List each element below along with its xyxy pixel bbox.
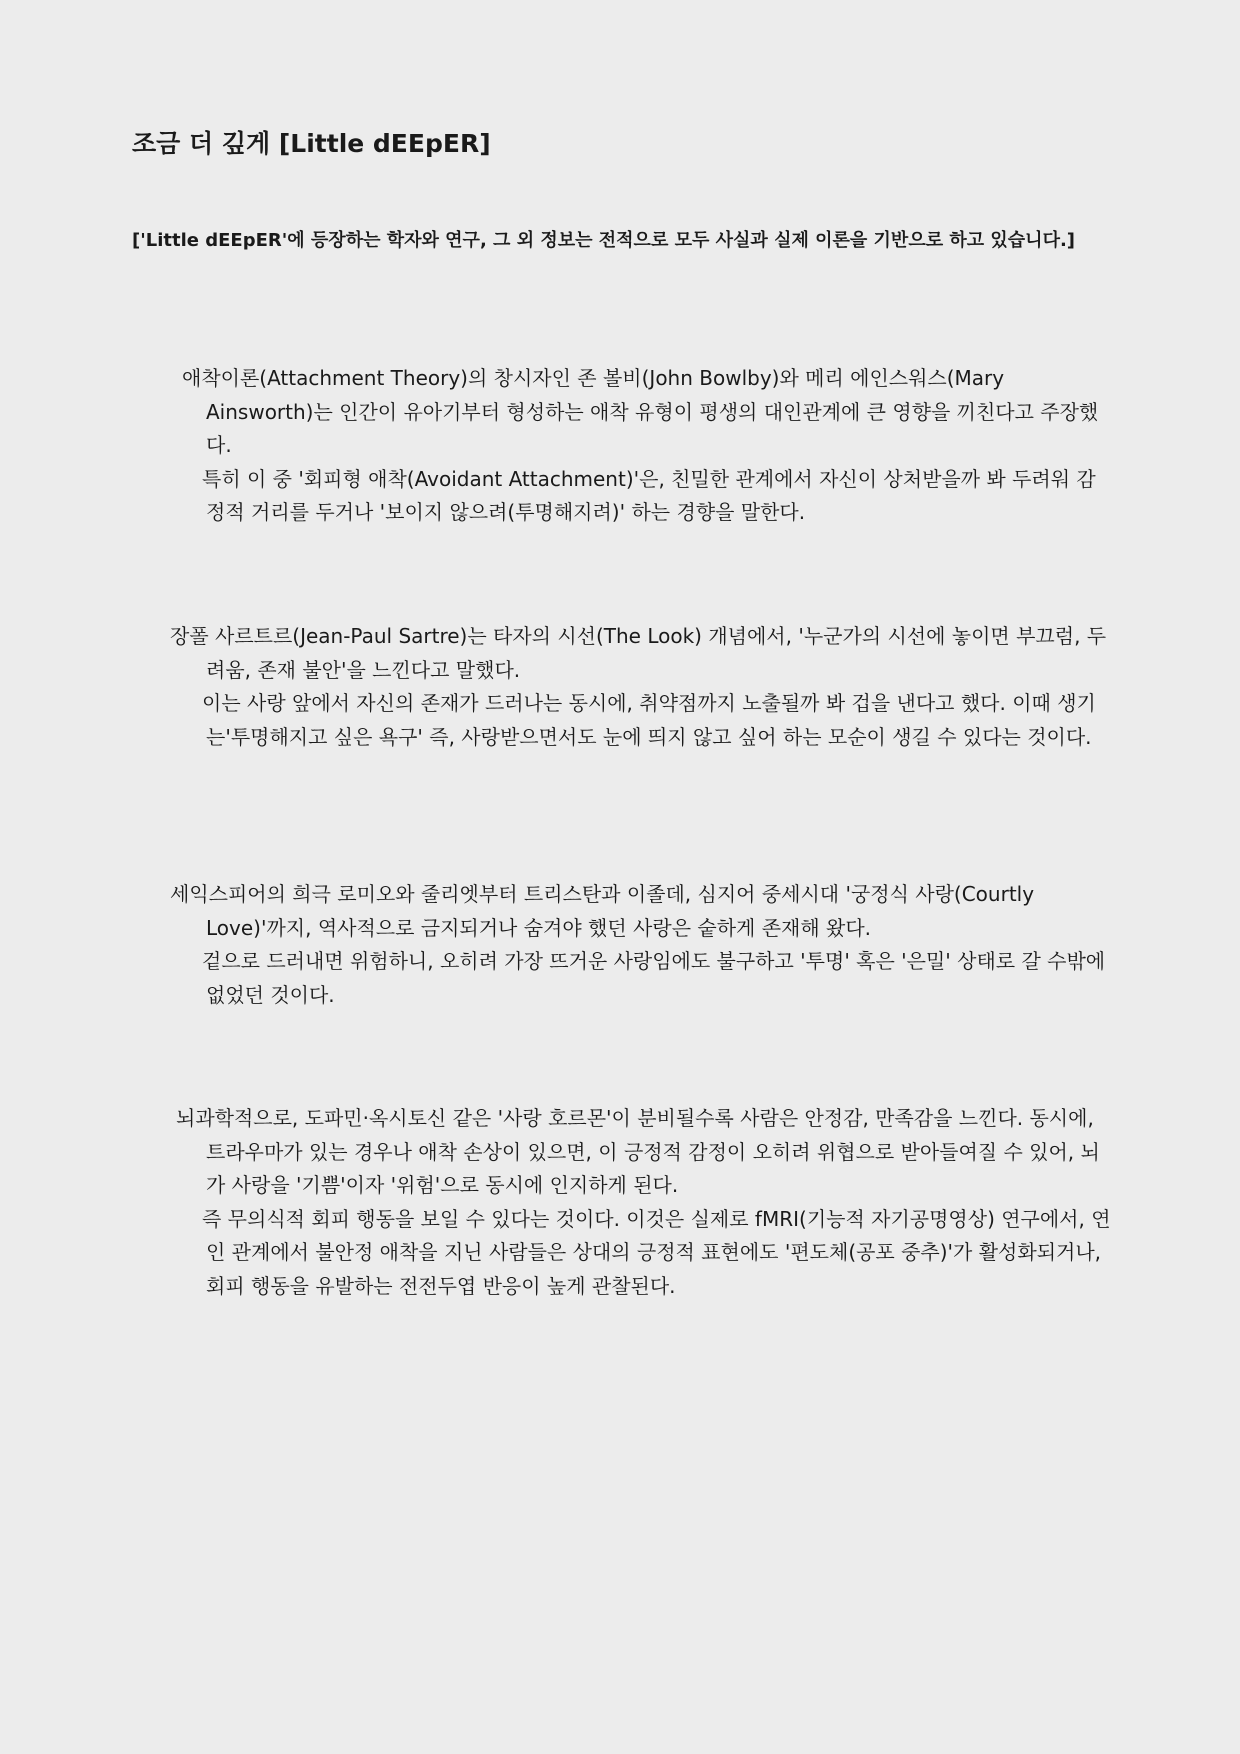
paragraph: 특히 이 중 '회피형 애착(Avoidant Attachment)'은, 친밀한 관계에서 자신이 상처받을까 봐 두려워 감정적 거리를 두거나 '보이지 않으려(투명해지려)' 하는 경향을 말한다. [202,466,1096,524]
paragraph: 즉 무의식적 회피 행동을 보일 수 있다는 것이다. 이것은 실제로 fMRI(기능적 자기공명영상) 연구에서, 연인 관계에서 불안정 애착을 지닌 사람들은 상대의 긍정적 표현에도 '편도체(공포 중추)'가 활성화되거나, 회피 행동을 유발하는 전전두엽 반응이 높게 관찰된다. [202,1206,1111,1298]
paragraph: 장폴 사르트르(Jean-Paul Sartre)는 타자의 시선(The Look) 개념에서, '누군가의 시선에 놓이면 부끄럼, 두려움, 존재 불안'을 느낀다고 말했다. [170,624,1107,682]
paragraph: 애착이론(Attachment Theory)의 창시자인 존 볼비(John Bowlby)와 메리 에인스워스(Mary Ainsworth)는 인간이 유아기부터 형성하는 애착 유형이 평생의 대인관계에 큰 영향을 끼친다고 주장했다. [182,366,1099,457]
section-neuroscience [168,1102,1112,1303]
paragraph: 세익스피어의 희극 로미오와 줄리엣부터 트리스탄과 이졸데, 심지어 중세시대 '궁정식 사랑(Courtly Love)'까지, 역사적으로 금지되거나 숨겨야 했던 사랑은 숱하게 존재해 왔다. [170,882,1035,940]
disclaimer-text: ['Little dEEpER'에 등장하는 학자와 연구, 그 외 정보는 전적으로 모두 사실과 실제 이론을 기반으로 하고 있습니다.] [132,230,1076,251]
paragraph: 뇌과학적으로, 도파민·옥시토신 같은 '사랑 호르몬'이 분비될수록 사람은 안정감, 만족감을 느낀다. 동시에, 트라우마가 있는 경우나 애착 손상이 있으면, 이 긍정적 감정이 오히려 위협으로 받아들여질 수 있어, 뇌가 사랑을 '기쁨'이자 '위험'으로 동시에 인지하게 된다. [176,1106,1100,1197]
section-sartre-the-look [168,620,1112,754]
page-title: 조금 더 깊게 [Little dEEpER] [132,129,491,158]
section-forbidden-love [168,878,1112,1012]
paragraph: 이는 사랑 앞에서 자신의 존재가 드러나는 동시에, 취약점까지 노출될까 봐 겁을 낸다고 했다. 이때 생기는'투명해지고 싶은 욕구' 즉, 사랑받으면서도 눈에 띄지 않고 싶어 하는 모순이 생길 수 있다는 것이다. [202,691,1096,749]
section-attachment-theory [168,362,1112,530]
paragraph: 겉으로 드러내면 위험하니, 오히려 가장 뜨거운 사랑임에도 불구하고 '투명' 혹은 '은밀' 상태로 갈 수밖에 없었던 것이다. [202,949,1106,1007]
